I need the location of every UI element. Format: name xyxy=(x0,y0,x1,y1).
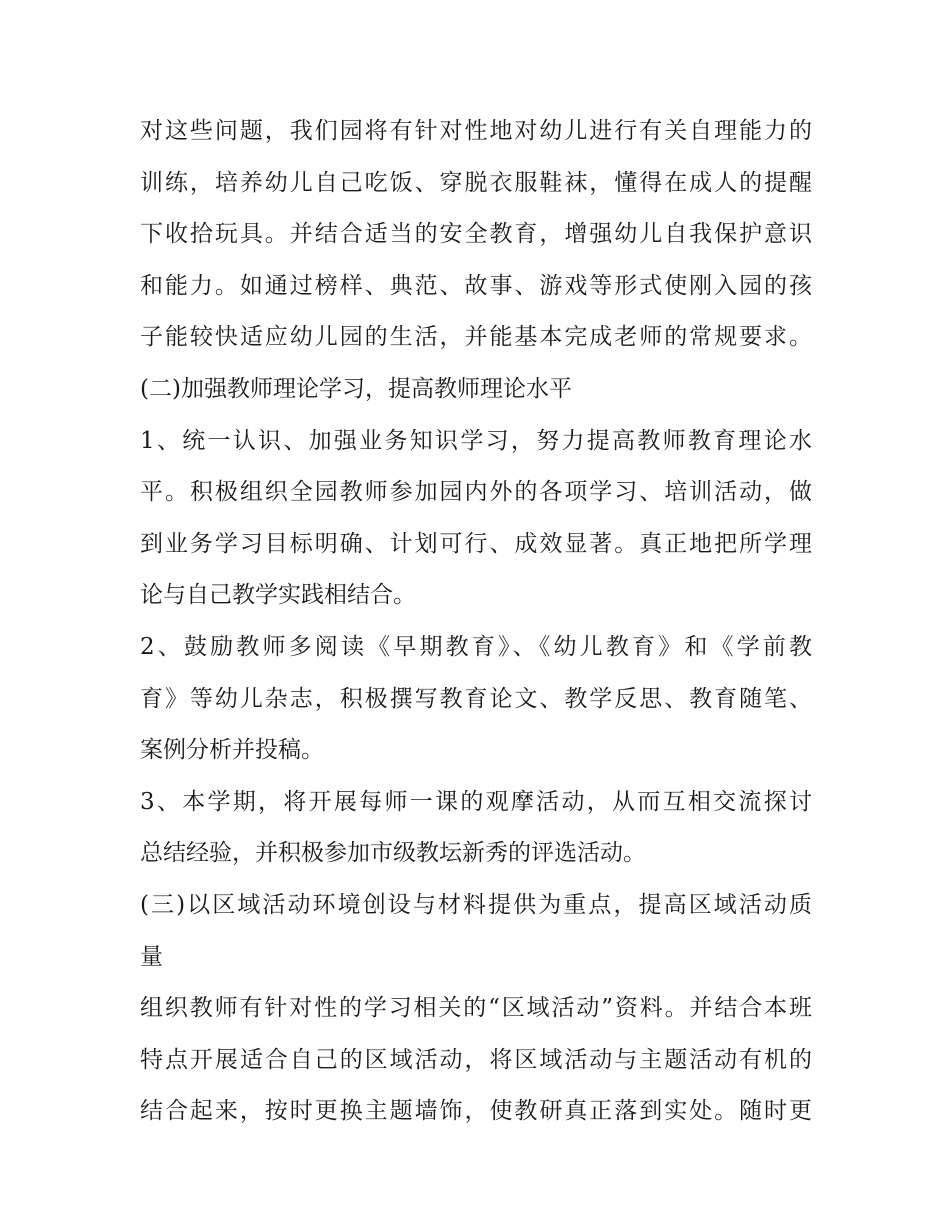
text-line: 到业务学习目标明确、计划可行、成效显著。真正地把所学理 xyxy=(140,530,812,557)
text-line: 案例分析并投稿。 xyxy=(140,737,324,764)
text-line: 育》等幼儿杂志，积极撰写教育论文、教学反思、教育随笔、 xyxy=(140,685,812,712)
text-line: 对这些问题，我们园将有针对性地对幼儿进行有关自理能力的 xyxy=(140,118,812,144)
text-line: 训练，培养幼儿自己吃饭、穿脱衣服鞋袜，懂得在成人的提醒 xyxy=(140,169,812,196)
text-line: 平。积极组织全园教师参加园内外的各项学习、培训活动，做 xyxy=(140,479,812,506)
text-line: 和能力。如通过榜样、典范、故事、游戏等形式使刚入园的孩 xyxy=(140,272,812,299)
section-heading: (二)加强教师理论学习，提高教师理论水平 xyxy=(140,375,572,402)
text-line: 2、鼓励教师多阅读《早期教育》、《幼儿教育》和《学前教 xyxy=(140,633,812,660)
text-line: 子能较快适应幼儿园的生活，并能基本完成老师的常规要求。 xyxy=(140,324,812,351)
document-body xyxy=(140,106,812,1138)
text-line: 1、统一认识、加强业务知识学习，努力提高教师教育理论水 xyxy=(140,427,812,454)
text-line: 特点开展适合自己的区域活动，将区域活动与主题活动有机的 xyxy=(140,1046,812,1073)
section-heading-continued: 量 xyxy=(140,943,163,970)
text-line: 3、本学期，将开展每师一课的观摩活动，从而互相交流探讨 xyxy=(140,788,812,815)
text-line: 下收拾玩具。并结合适当的安全教育，增强幼儿自我保护意识 xyxy=(140,221,812,248)
text-line: 论与自己教学实践相结合。 xyxy=(140,582,416,609)
text-line: 结合起来，按时更换主题墙饰，使教研真正落到实处。随时更 xyxy=(140,1098,812,1125)
text-line: 组织教师有针对性的学习相关的“区域活动”资料。并结合本班 xyxy=(140,995,812,1022)
text-line: 总结经验，并积极参加市级教坛新秀的评选活动。 xyxy=(140,840,646,867)
section-heading: (三)以区域活动环境创设与材料提供为重点，提高区域活动质 xyxy=(140,891,812,918)
